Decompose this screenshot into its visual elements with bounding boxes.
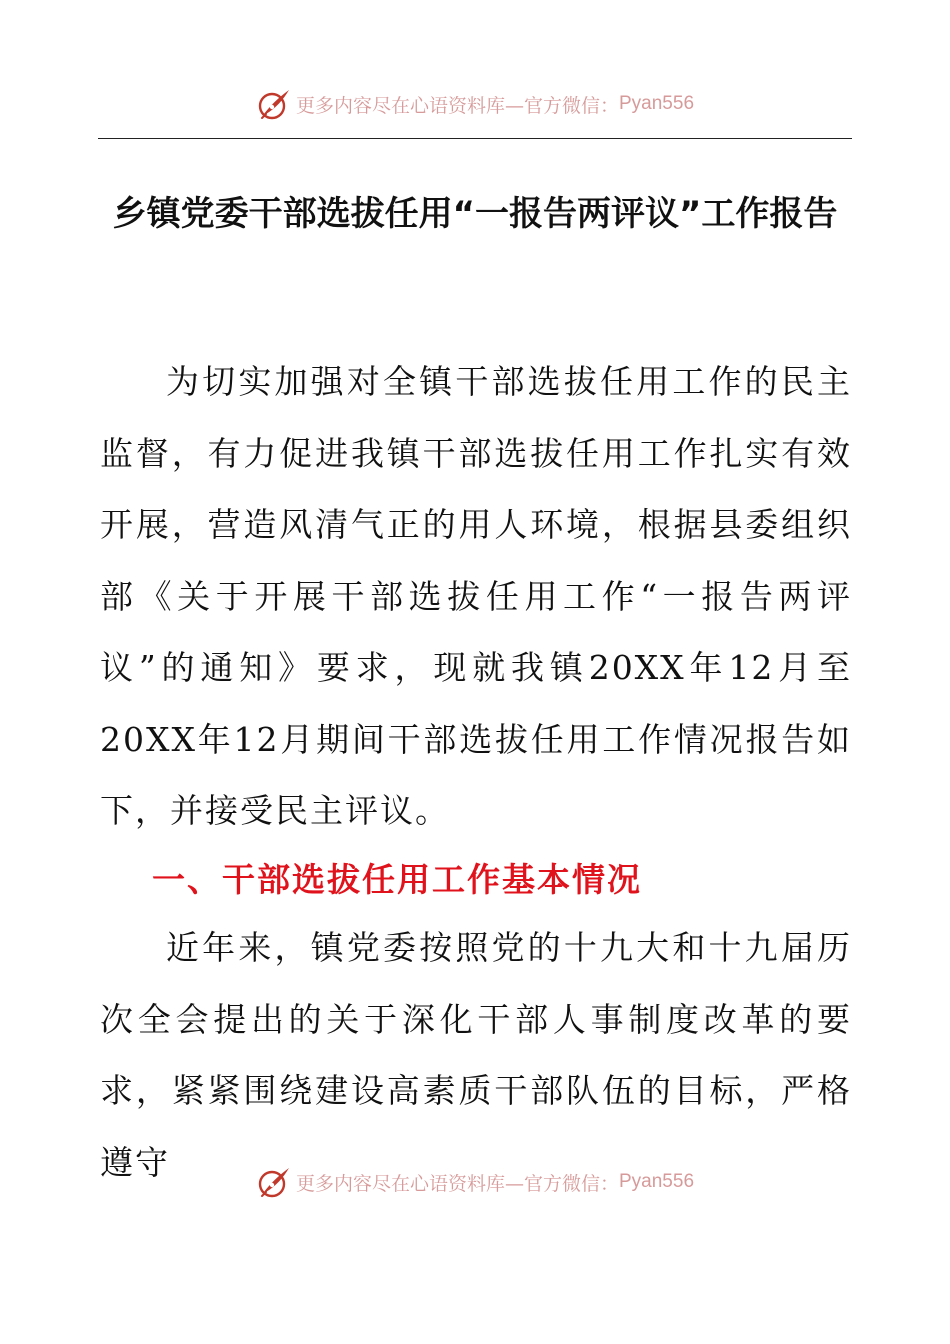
header-watermark: [0, 82, 950, 126]
watermark-wechat-id: Pyan556: [619, 1171, 695, 1192]
paragraph-intro: 为切实加强对全镇干部选拔任用工作的民主监督，有力促进我镇干部选拔任用工作扎实有效开展，营造风清气正的用人环境，根据县委组织部《关于开展干部选拔任用工作“一报告两评议”的通知》要求，现就我镇20XX年12月至20XX年12月期间干部选拔任用工作情况报告如下，并接受民主评议。: [100, 362, 852, 830]
section-heading: 一、干部选拔任用工作基本情况: [152, 860, 642, 899]
watermark-text: 更多内容尽在心语资料库—官方微信：: [295, 94, 619, 117]
watermark-text: 更多内容尽在心语资料库—官方微信：: [295, 1172, 619, 1195]
quill-pen-logo-icon: [256, 1164, 292, 1200]
footer-watermark: [0, 1160, 950, 1204]
watermark-wechat-id: Pyan556: [619, 93, 695, 114]
quill-pen-logo-icon: [256, 86, 292, 122]
paragraph-section-1: 近年来，镇党委按照党的十九大和十九届历次全会提出的关于深化干部人事制度改革的要求，紧紧围绕建设高素质干部队伍的目标，严格遵守: [100, 928, 852, 1182]
header-divider: [98, 138, 852, 139]
document-title: 乡镇党委干部选拔任用“一报告两评议”工作报告: [112, 194, 838, 234]
